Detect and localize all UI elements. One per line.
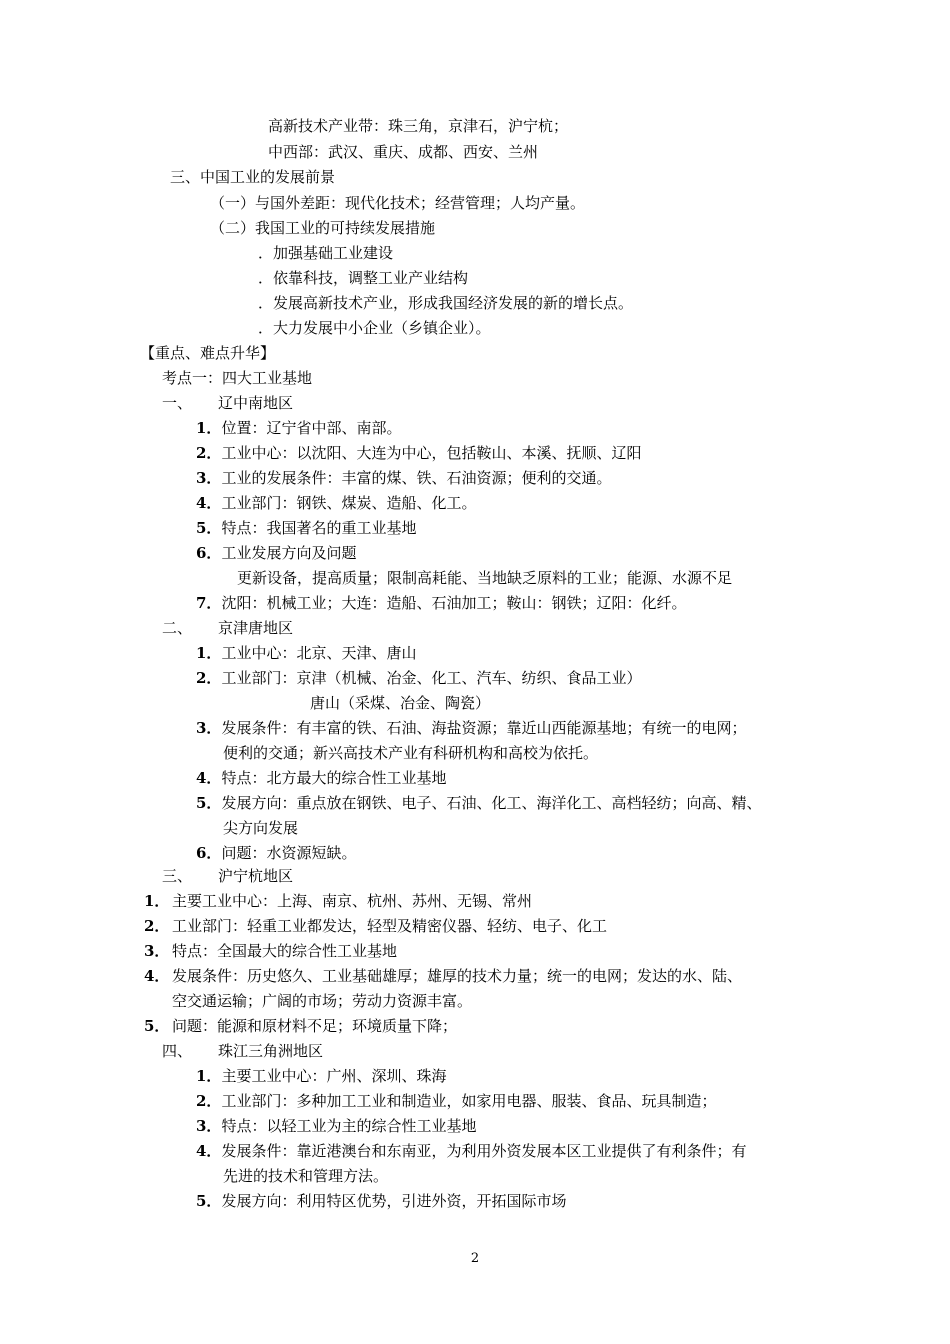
measure-4: ．大力发展中小企业（乡镇企业）。: [258, 319, 491, 337]
region-3-label: 三、: [162, 867, 193, 885]
region-1-label: 一、: [162, 394, 193, 412]
section-3-heading: 三、中国工业的发展前景: [170, 168, 336, 186]
list-item: 5．特点：我国著名的重工业基地: [196, 519, 417, 537]
subsection-1: （一）与国外差距：现代化技术；经营管理；人均产量。: [210, 194, 586, 212]
key-points-heading: 【重点、难点升华】: [140, 344, 276, 362]
list-item: 1．工业中心：北京、天津、唐山: [196, 644, 417, 662]
list-item-continuation: 尖方向发展: [223, 819, 299, 837]
list-item: 6．问题：水资源短缺。: [196, 844, 357, 862]
list-item: 4．发展条件：靠近港澳台和东南亚，为利用外资发展本区工业提供了有利条件；有: [196, 1142, 747, 1160]
list-item: 4． 发展条件：历史悠久、工业基础雄厚；雄厚的技术力量；统一的电网；发达的水、陆、: [144, 967, 743, 985]
list-item-continuation: 更新设备，提高质量；限制高耗能、当地缺乏原料的工业；能源、水源不足: [237, 569, 733, 587]
region-3-name: 沪宁杭地区: [218, 867, 294, 885]
list-item: 3．发展条件：有丰富的铁、石油、海盐资源；靠近山西能源基地；有统一的电网；: [196, 719, 747, 737]
list-item-continuation: 便利的交通；新兴高技术产业有科研机构和高校为依托。: [223, 744, 599, 762]
list-item: 5．发展方向：重点放在钢铁、电子、石油、化工、海洋化工、高档轻纺；向高、精、: [196, 794, 762, 812]
page-number: 2: [470, 1251, 480, 1266]
list-item: 1．位置：辽宁省中部、南部。: [196, 419, 402, 437]
subsection-2: （二）我国工业的可持续发展措施: [210, 219, 436, 237]
region-2-heading: [162, 618, 293, 638]
list-item: 3．特点：以轻工业为主的综合性工业基地: [196, 1117, 477, 1135]
list-item: 2． 工业部门：轻重工业都发达，轻型及精密仪器、轻纺、电子、化工: [144, 917, 608, 935]
region-1-name: 辽中南地区: [218, 394, 294, 412]
list-item: 3．工业的发展条件：丰富的煤、铁、石油资源；便利的交通。: [196, 469, 612, 487]
region-4-name: 珠江三角洲地区: [218, 1042, 324, 1060]
region-3-heading: [162, 866, 293, 886]
central-west-line: 中西部：武汉、重庆、成都、西安、兰州: [268, 143, 539, 161]
list-item: 4．特点：北方最大的综合性工业基地: [196, 769, 447, 787]
measure-1: ．加强基础工业建设: [258, 244, 394, 262]
measure-3: ．发展高新技术产业，形成我国经济发展的新的增长点。: [258, 294, 634, 312]
list-item: 2．工业部门：多种加工工业和制造业，如家用电器、服装、食品、玩具制造；: [196, 1092, 717, 1110]
measure-2: ．依靠科技，调整工业产业结构: [258, 269, 469, 287]
list-item: 1． 主要工业中心：上海、南京、杭州、苏州、无锡、常州: [144, 892, 533, 910]
list-item: 5．发展方向：利用特区优势，引进外资，开拓国际市场: [196, 1192, 567, 1210]
list-item-continuation: 唐山（采煤、冶金、陶瓷）: [310, 694, 491, 712]
list-item: 3． 特点：全国最大的综合性工业基地: [144, 942, 398, 960]
list-item: 4．工业部门：钢铁、煤炭、造船、化工。: [196, 494, 477, 512]
list-item: 1．主要工业中心：广州、深圳、珠海: [196, 1067, 447, 1085]
region-2-label: 二、: [162, 619, 193, 637]
list-item-continuation: 先进的技术和管理方法。: [223, 1167, 389, 1185]
list-item-continuation: 空交通运输；广阔的市场；劳动力资源丰富。: [172, 992, 473, 1010]
list-item: 6．工业发展方向及问题: [196, 544, 357, 562]
region-4-label: 四、: [162, 1042, 193, 1060]
region-2-name: 京津唐地区: [218, 619, 294, 637]
list-item: 2．工业中心：以沈阳、大连为中心，包括鞍山、本溪、抚顺、辽阳: [196, 444, 642, 462]
list-item: 7．沈阳：机械工业；大连：造船、石油加工；鞍山：钢铁；辽阳：化纤。: [196, 594, 687, 612]
exam-point-1: 考点一：四大工业基地: [162, 369, 313, 387]
hightech-belt-line: 高新技术产业带：珠三角，京津石，沪宁杭；: [268, 117, 569, 135]
region-1-heading: [162, 393, 293, 413]
region-4-heading: [162, 1041, 323, 1061]
list-item: 5． 问题：能源和原材料不足；环境质量下降；: [144, 1017, 458, 1035]
list-item: 2．工业部门：京津（机械、冶金、化工、汽车、纺织、食品工业）: [196, 669, 642, 687]
